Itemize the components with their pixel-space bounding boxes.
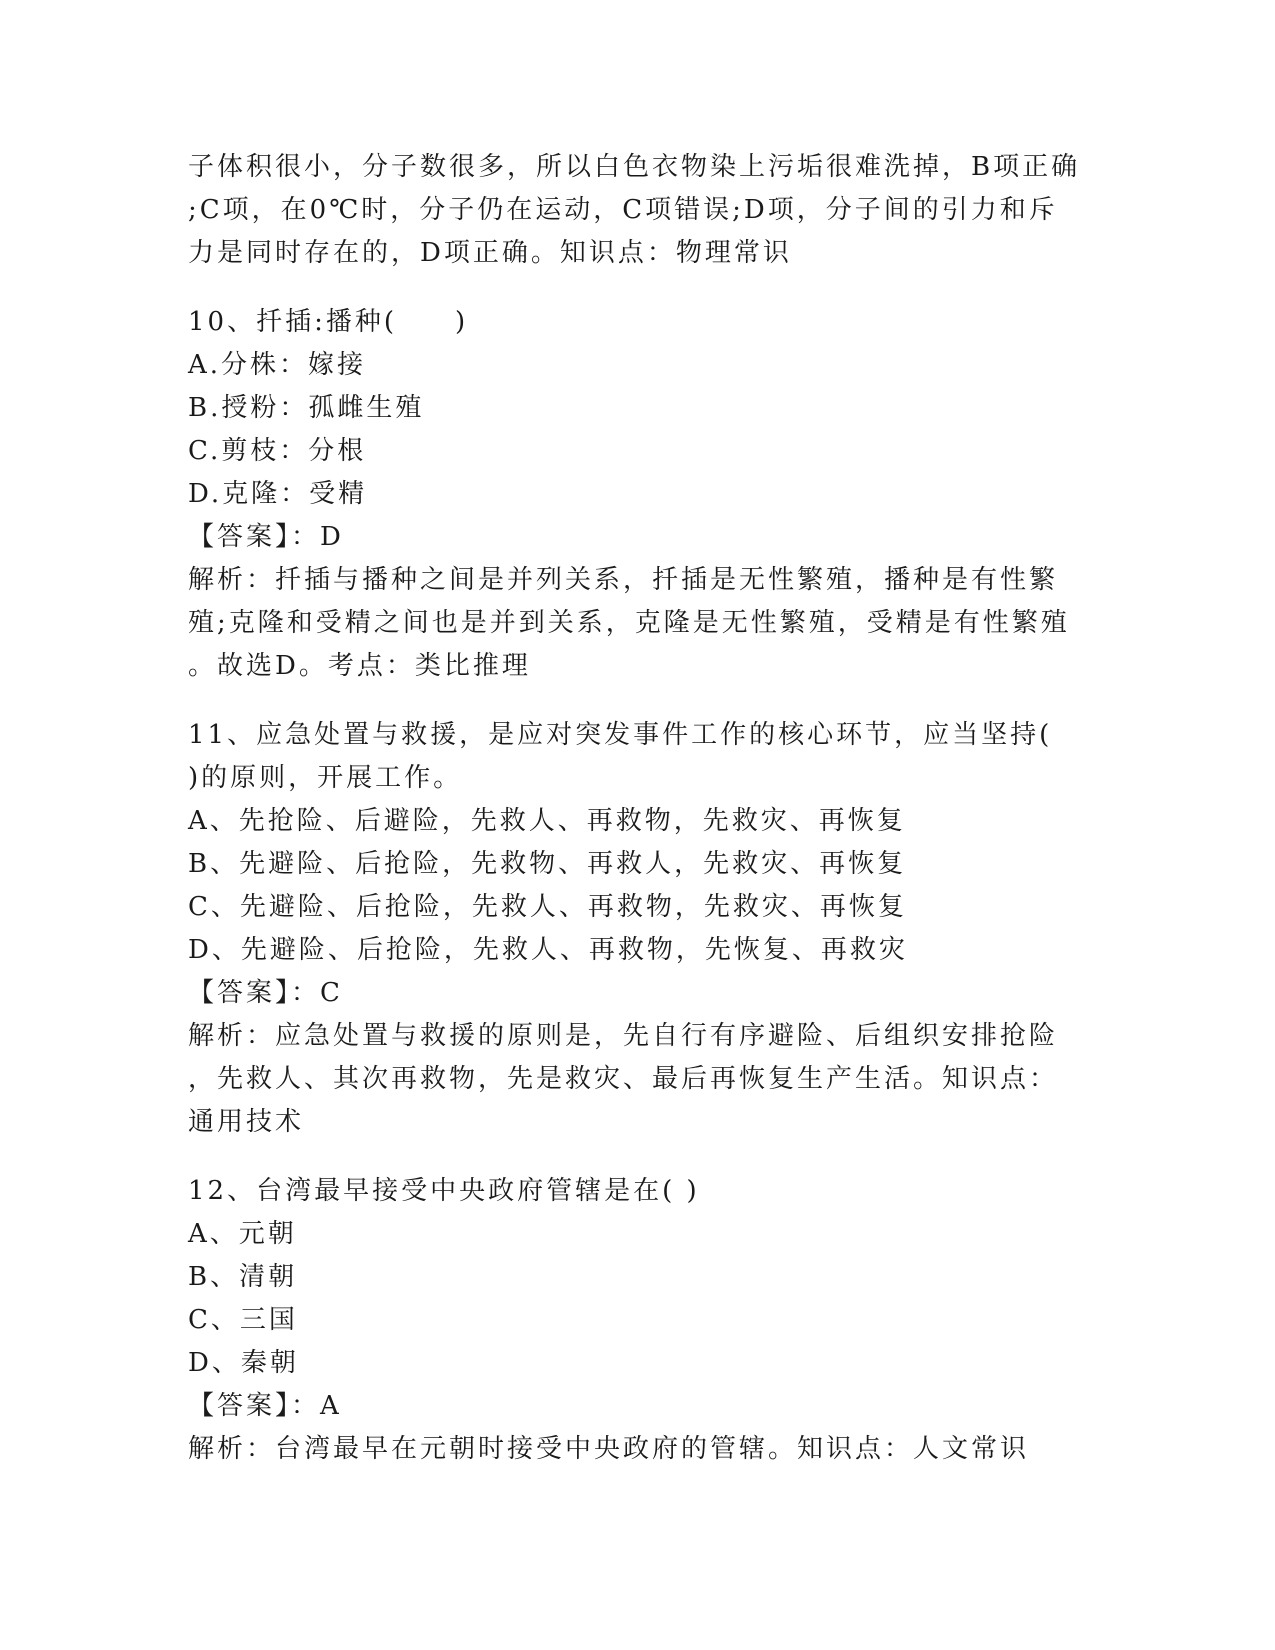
- intro-analysis: [188, 146, 1088, 275]
- question-stem: )的原则，开展工作。: [188, 763, 463, 793]
- analysis-line: 殖;克隆和受精之间也是并到关系，克隆是无性繁殖，受精是有性繁殖: [188, 608, 1070, 638]
- option-c: C.剪枝：分根: [188, 436, 367, 466]
- document-content: [188, 146, 1088, 1471]
- spacer: [188, 688, 1088, 714]
- spacer: [188, 1144, 1088, 1170]
- analysis-line: 通用技术: [188, 1107, 305, 1137]
- intro-line: 子体积很小，分子数很多，所以白色衣物染上污垢很难洗掉，B项正确: [188, 152, 1081, 182]
- question-stem: 12、台湾最早接受中央政府管辖是在( ): [188, 1176, 700, 1206]
- question-stem: 10、扦插:播种( ): [188, 307, 469, 337]
- answer: 【答案】：D: [188, 522, 344, 552]
- analysis-line: 解析：台湾最早在元朝时接受中央政府的管辖。知识点：人文常识: [188, 1434, 1030, 1464]
- intro-line: 力是同时存在的，D项正确。知识点：物理常识: [188, 238, 792, 268]
- option-a: A、元朝: [188, 1219, 297, 1249]
- question-12: [188, 1170, 1088, 1471]
- analysis-line: 解析：应急处置与救援的原则是，先自行有序避险、后组织安排抢险: [188, 1021, 1059, 1051]
- option-a: A、先抢险、后避险，先救人、再救物，先救灾、再恢复: [188, 806, 906, 836]
- spacer: [188, 275, 1088, 301]
- intro-line: ;C项，在0℃时，分子仍在运动，C项错误;D项，分子间的引力和斥: [188, 195, 1058, 225]
- option-a: A.分株：嫁接: [188, 350, 367, 380]
- option-c: C、先避险、后抢险，先救人、再救物，先救灾、再恢复: [188, 892, 907, 922]
- answer: 【答案】：A: [188, 1391, 342, 1421]
- option-d: D、先避险、后抢险，先救人、再救物，先恢复、再救灾: [188, 935, 908, 965]
- analysis-line: 解析：扦插与播种之间是并列关系，扦插是无性繁殖，播种是有性繁: [188, 565, 1059, 595]
- option-d: D、秦朝: [188, 1348, 299, 1378]
- option-c: C、三国: [188, 1305, 298, 1335]
- analysis-line: 。故选D。考点：类比推理: [188, 651, 531, 681]
- question-stem: 11、应急处置与救援，是应对突发事件工作的核心环节，应当坚持(: [188, 720, 1053, 750]
- option-b: B、先避险、后抢险，先救物、再救人，先救灾、再恢复: [188, 849, 907, 879]
- answer: 【答案】：C: [188, 978, 343, 1008]
- option-b: B.授粉：孤雌生殖: [188, 393, 425, 423]
- option-b: B、清朝: [188, 1262, 298, 1292]
- analysis-line: ，先救人、其次再救物，先是救灾、最后再恢复生产生活。知识点：: [188, 1064, 1059, 1094]
- option-d: D.克隆：受精: [188, 479, 368, 509]
- question-10: [188, 301, 1088, 688]
- question-11: [188, 714, 1088, 1144]
